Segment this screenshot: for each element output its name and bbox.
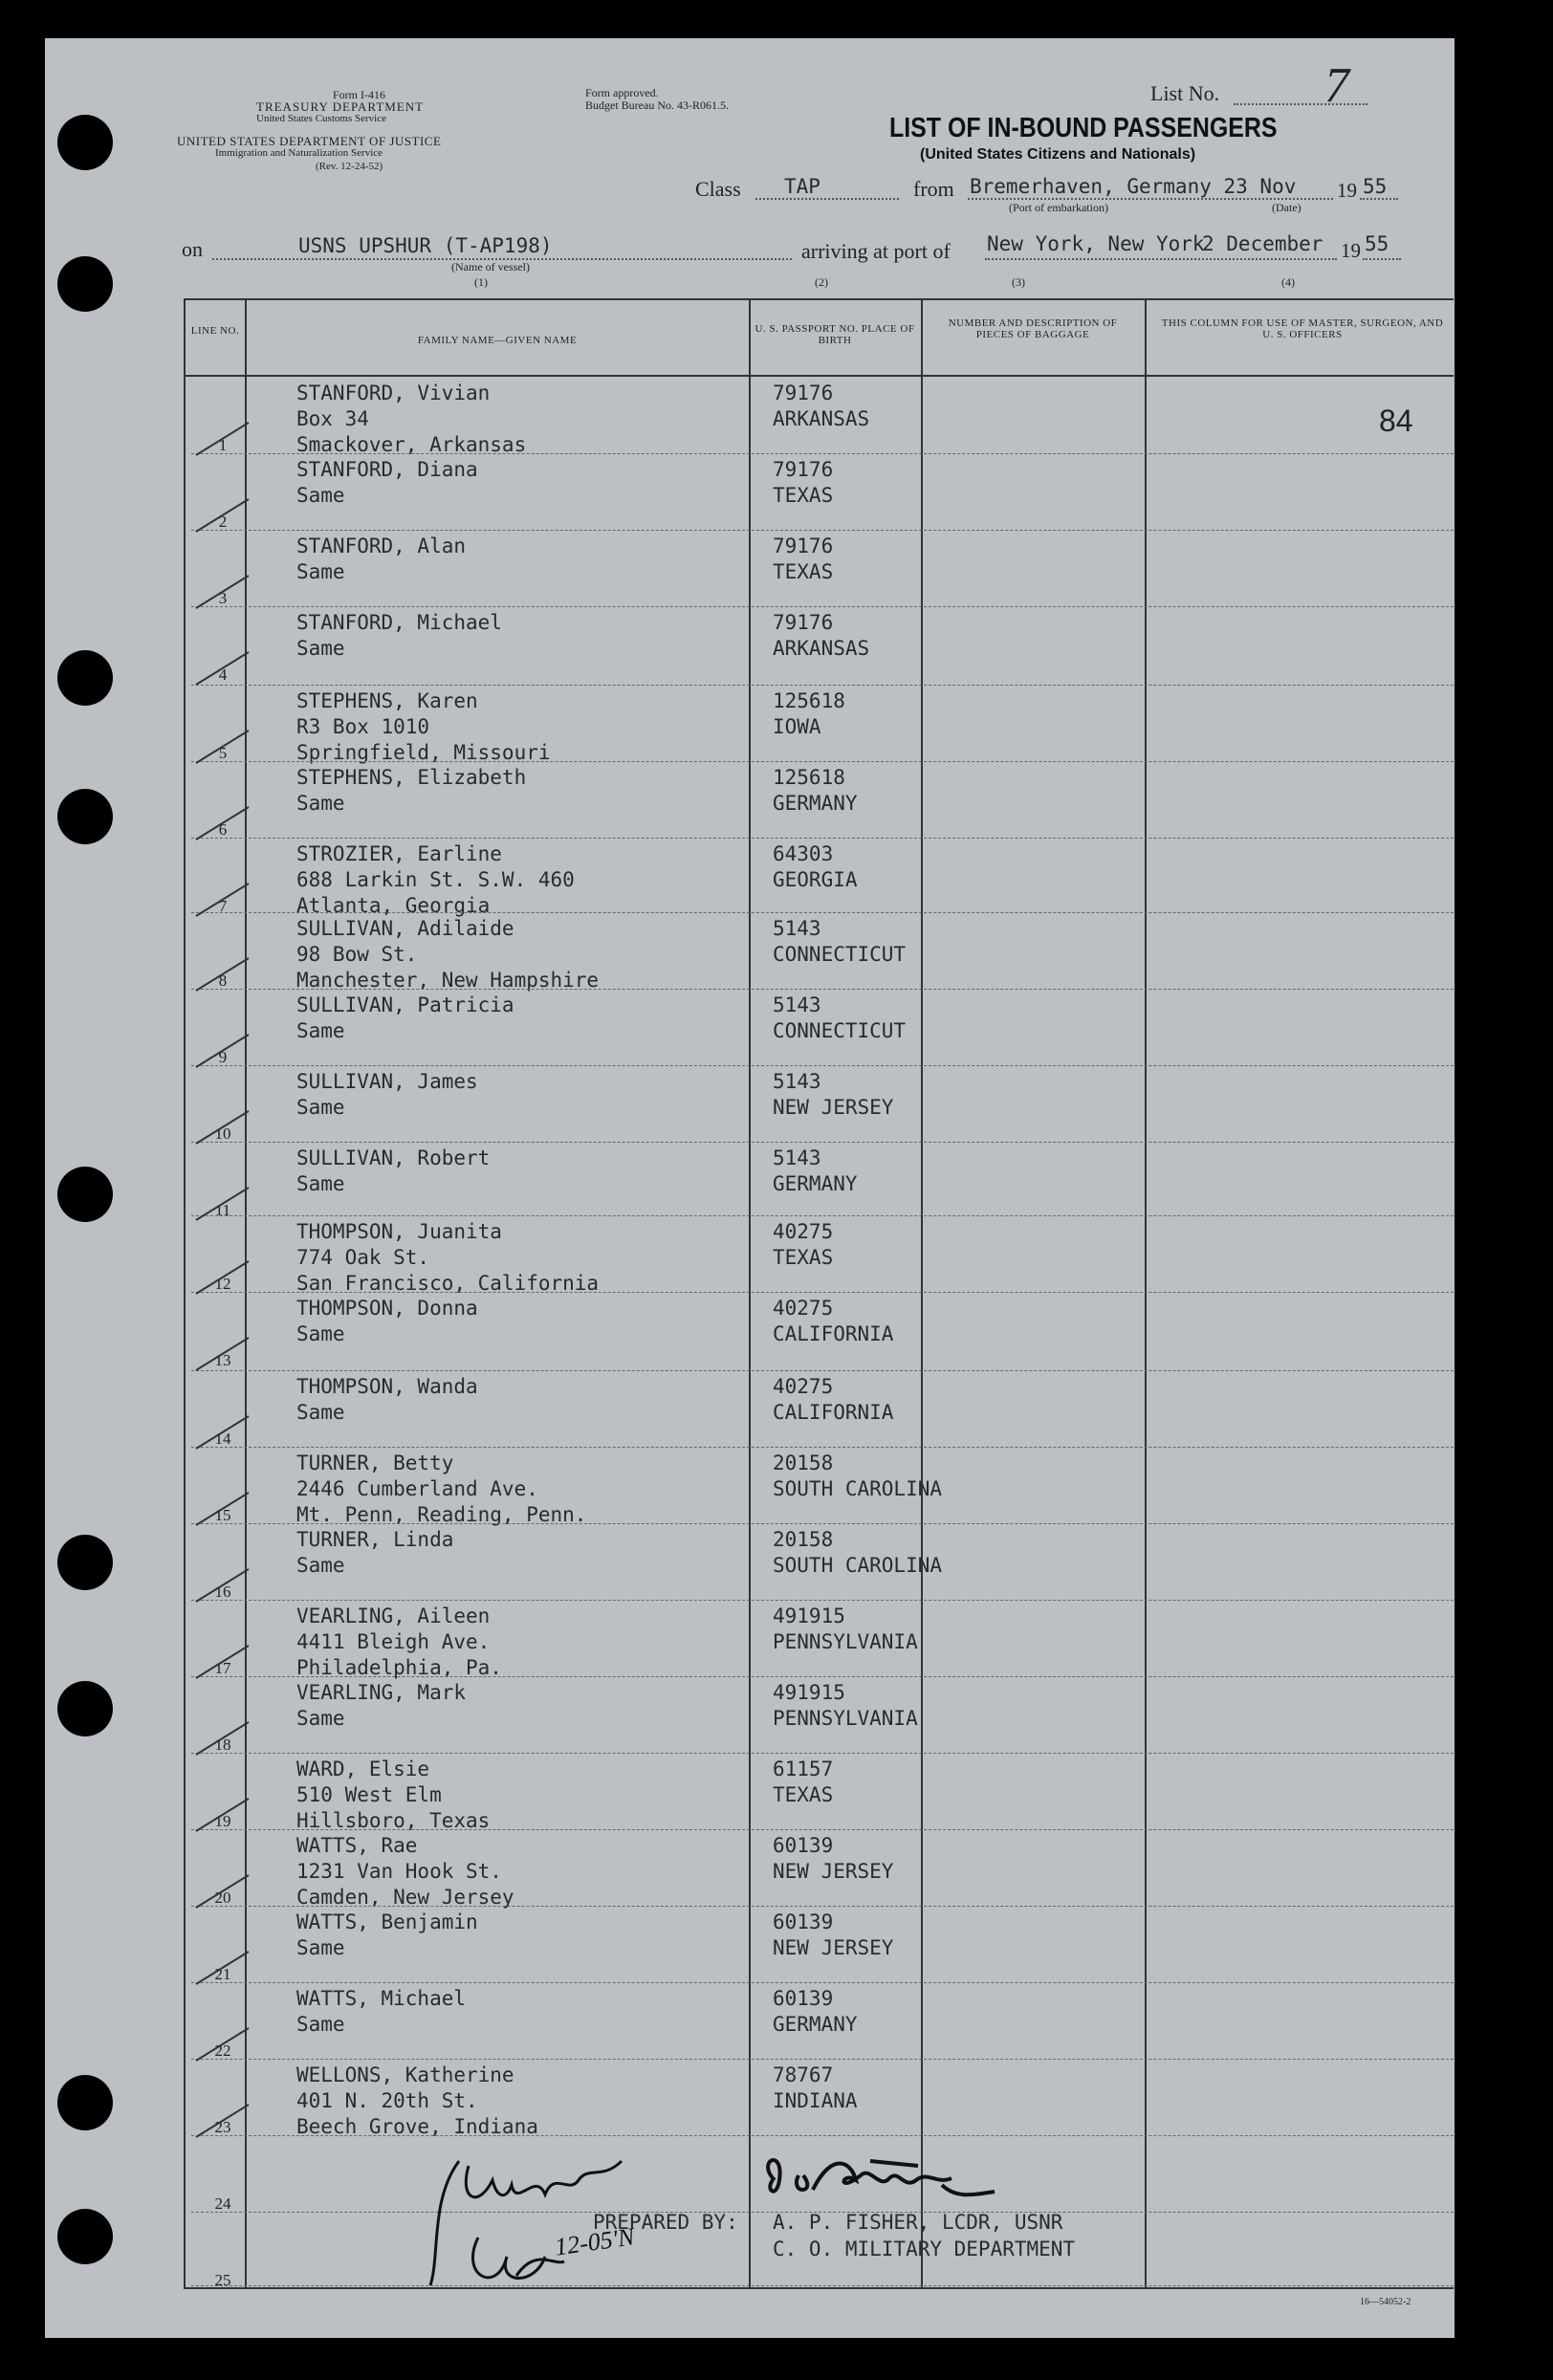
row-divider bbox=[191, 2059, 1454, 2060]
passport-birthplace: 20158 SOUTH CAROLINA bbox=[773, 1452, 943, 1500]
class-label: Class bbox=[695, 177, 741, 201]
preparer-dept: C. O. MILITARY DEPARTMENT bbox=[773, 2238, 1076, 2260]
passport-birthplace: 60139 GERMANY bbox=[773, 1987, 858, 2036]
line-number: 16 bbox=[214, 1583, 231, 1601]
passenger-name-address: STANFORD, Diana Same bbox=[296, 458, 478, 507]
check-mark-icon bbox=[191, 2101, 258, 2139]
col-header-baggage: NUMBER AND DESCRIPTION OF PIECES OF BAGGAGE bbox=[948, 317, 1118, 340]
immigration-service: Immigration and Naturalization Service bbox=[215, 147, 383, 159]
arrival-line bbox=[985, 258, 1337, 260]
line-number: 12 bbox=[214, 1275, 231, 1293]
passport-birthplace: 78767 INDIANA bbox=[773, 2063, 858, 2112]
row-divider bbox=[191, 2285, 1454, 2286]
passenger-name-address: SULLIVAN, Robert Same bbox=[296, 1146, 491, 1195]
passport-birthplace: 79176 TEXAS bbox=[773, 458, 834, 507]
check-mark-icon bbox=[191, 727, 258, 765]
binder-hole bbox=[57, 115, 113, 170]
row-divider bbox=[191, 838, 1454, 839]
passport-birthplace: 125618 GERMANY bbox=[773, 766, 858, 815]
arrival-date-value: 2 December bbox=[1202, 232, 1323, 255]
binder-hole bbox=[57, 1681, 113, 1736]
check-mark-icon bbox=[191, 495, 258, 534]
year-prefix: 19 bbox=[1337, 179, 1357, 202]
line-number: 3 bbox=[218, 589, 228, 607]
check-mark-icon bbox=[191, 648, 258, 687]
check-mark-icon bbox=[191, 1489, 258, 1527]
table-header-border bbox=[184, 375, 1454, 377]
passenger-name-address: THOMPSON, Juanita 774 Oak St. San Francisco, California bbox=[296, 1220, 600, 1295]
binder-hole bbox=[57, 789, 113, 844]
caption-4: (4) bbox=[1281, 275, 1295, 289]
preparer-signature bbox=[746, 2142, 1014, 2218]
line-number: 4 bbox=[218, 666, 228, 684]
class-line bbox=[755, 198, 899, 200]
row-divider bbox=[191, 453, 1454, 454]
row-divider bbox=[191, 912, 1454, 913]
row-divider bbox=[191, 606, 1454, 607]
passport-birthplace: 79176 TEXAS bbox=[773, 535, 834, 583]
passport-birthplace: 61157 TEXAS bbox=[773, 1758, 834, 1806]
passenger-name-address: STANFORD, Vivian Box 34 Smackover, Arkansas bbox=[296, 382, 527, 456]
line-number: 21 bbox=[214, 1965, 231, 1983]
passenger-name-address: STROZIER, Earline 688 Larkin St. S.W. 460 Atlanta, Georgia bbox=[296, 842, 575, 917]
passenger-name-address: STANFORD, Alan Same bbox=[296, 535, 467, 583]
passenger-name-address: STANFORD, Michael Same bbox=[296, 611, 502, 660]
class-value: TAP bbox=[784, 175, 820, 198]
customs-service: United States Customs Service bbox=[256, 113, 386, 124]
col-divider bbox=[1145, 298, 1147, 2287]
col-header-passport: U. S. PASSPORT NO. PLACE OF BIRTH bbox=[755, 323, 915, 346]
check-mark-icon bbox=[191, 2024, 258, 2063]
binder-hole bbox=[57, 1167, 113, 1222]
row-divider bbox=[191, 1523, 1454, 1524]
row-divider bbox=[191, 530, 1454, 531]
passenger-name-address: THOMPSON, Wanda Same bbox=[296, 1375, 478, 1424]
passenger-name-address: VEARLING, Aileen 4411 Bleigh Ave. Philadelphia, Pa. bbox=[296, 1605, 502, 1679]
passport-birthplace: 5143 NEW JERSEY bbox=[773, 1070, 894, 1119]
officer-signature bbox=[402, 2142, 708, 2304]
row-divider bbox=[191, 685, 1454, 686]
vessel-caption: (Name of vessel) bbox=[451, 260, 530, 273]
check-mark-icon bbox=[191, 1948, 258, 1986]
passport-birthplace: 40275 TEXAS bbox=[773, 1220, 834, 1269]
line-number: 17 bbox=[214, 1659, 231, 1677]
from-label: from bbox=[913, 177, 954, 201]
line-number: 5 bbox=[218, 744, 228, 762]
passport-birthplace: 64303 GEORGIA bbox=[773, 842, 858, 891]
line-number: 8 bbox=[218, 972, 228, 990]
check-mark-icon bbox=[191, 1565, 258, 1604]
row-divider bbox=[191, 2135, 1454, 2136]
check-mark-icon bbox=[191, 1795, 258, 1833]
caption-2: (2) bbox=[815, 275, 828, 289]
caption-3: (3) bbox=[1012, 275, 1025, 289]
row-divider bbox=[191, 1600, 1454, 1601]
check-mark-icon bbox=[191, 1334, 258, 1372]
check-mark-icon bbox=[191, 1871, 258, 1910]
year-value: 55 bbox=[1363, 175, 1388, 198]
form-approved: Form approved. bbox=[585, 86, 659, 99]
passenger-name-address: WATTS, Rae 1231 Van Hook St. Camden, New Jersey bbox=[296, 1834, 514, 1909]
passport-birthplace: 5143 GERMANY bbox=[773, 1146, 858, 1195]
line-number: 1 bbox=[218, 436, 228, 454]
from-line bbox=[968, 198, 1333, 200]
passport-birthplace: 79176 ARKANSAS bbox=[773, 382, 870, 430]
line-number: 23 bbox=[214, 2118, 231, 2136]
table-top-border bbox=[184, 298, 1454, 300]
row-divider bbox=[191, 1292, 1454, 1293]
table-left-border bbox=[184, 298, 186, 2287]
passport-birthplace: 40275 CALIFORNIA bbox=[773, 1297, 894, 1345]
row-divider bbox=[191, 1829, 1454, 1830]
check-mark-icon bbox=[191, 1718, 258, 1757]
passenger-name-address: WARD, Elsie 510 West Elm Hillsboro, Texas bbox=[296, 1758, 491, 1832]
passport-birthplace: 491915 PENNSYLVANIA bbox=[773, 1605, 918, 1653]
passenger-name-address: VEARLING, Mark Same bbox=[296, 1681, 467, 1730]
row-divider bbox=[191, 989, 1454, 990]
passenger-name-address: TURNER, Linda Same bbox=[296, 1528, 454, 1577]
line-number: 7 bbox=[218, 897, 228, 915]
row-divider bbox=[191, 1906, 1454, 1907]
page-title: LIST OF IN-BOUND PASSENGERS bbox=[889, 113, 1278, 143]
passport-birthplace: 125618 IOWA bbox=[773, 689, 845, 738]
row-divider bbox=[191, 1370, 1454, 1371]
officer-note: 84 bbox=[1379, 404, 1413, 438]
justice-dept: UNITED STATES DEPARTMENT OF JUSTICE bbox=[177, 134, 442, 148]
prepared-by-label: PREPARED BY: bbox=[593, 2211, 738, 2234]
year-line bbox=[1360, 198, 1398, 200]
passport-birthplace: 5143 CONNECTICUT bbox=[773, 917, 907, 966]
col-header-officers: THIS COLUMN FOR USE OF MASTER, SURGEON, AND U. S. OFFICERS bbox=[1161, 317, 1444, 340]
row-divider bbox=[191, 1982, 1454, 1983]
check-mark-icon bbox=[191, 1257, 258, 1296]
passport-birthplace: 20158 SOUTH CAROLINA bbox=[773, 1528, 943, 1577]
check-mark-icon bbox=[191, 419, 258, 457]
binder-hole bbox=[57, 256, 113, 312]
arriving-label: arriving at port of bbox=[801, 239, 951, 263]
passenger-name-address: SULLIVAN, Adilaide 98 Bow St. Manchester, New Hampshire bbox=[296, 917, 600, 992]
line-number: 15 bbox=[214, 1506, 231, 1524]
row-divider bbox=[191, 1065, 1454, 1066]
row-divider bbox=[191, 761, 1454, 762]
check-mark-icon bbox=[191, 954, 258, 993]
line-number: 9 bbox=[218, 1048, 228, 1066]
passenger-name-address: WATTS, Benjamin Same bbox=[296, 1911, 478, 1959]
line-number: 14 bbox=[214, 1430, 231, 1448]
budget-bureau: Budget Bureau No. 43-R061.5. bbox=[585, 98, 729, 112]
col-header-line: LINE NO. bbox=[190, 325, 240, 337]
arrival-port-value: New York, New York bbox=[987, 232, 1205, 255]
binder-hole bbox=[57, 1535, 113, 1590]
passenger-name-address: STEPHENS, Karen R3 Box 1010 Springfield, Missouri bbox=[296, 689, 551, 764]
treasury-dept: TREASURY DEPARTMENT bbox=[256, 99, 425, 114]
line-number: 10 bbox=[214, 1124, 231, 1143]
port-embark-caption: (Port of embarkation) bbox=[1009, 201, 1108, 214]
line-number: 11 bbox=[214, 1201, 231, 1219]
stamp-note: 12-05'N bbox=[553, 2222, 637, 2261]
binder-hole bbox=[57, 2075, 113, 2130]
from-value: Bremerhaven, Germany 23 Nov bbox=[970, 175, 1297, 198]
line-number: 13 bbox=[214, 1351, 231, 1369]
form-number: Form I-416 bbox=[333, 88, 385, 101]
passport-birthplace: 60139 NEW JERSEY bbox=[773, 1911, 894, 1959]
passenger-name-address: TURNER, Betty 2446 Cumberland Ave. Mt. Penn, Reading, Penn. bbox=[296, 1452, 587, 1526]
row-divider bbox=[191, 1753, 1454, 1754]
passenger-name-address: STEPHENS, Elizabeth Same bbox=[296, 766, 527, 815]
line-number: 6 bbox=[218, 820, 228, 839]
col-divider bbox=[749, 298, 751, 2287]
list-no-label: List No. bbox=[1150, 81, 1220, 105]
check-mark-icon bbox=[191, 1107, 258, 1146]
line-number: 24 bbox=[214, 2194, 231, 2213]
year2-line bbox=[1363, 258, 1401, 260]
line-number: 25 bbox=[214, 2271, 231, 2289]
line-number: 22 bbox=[214, 2042, 231, 2060]
row-divider bbox=[191, 1447, 1454, 1448]
footer-code: 16—54052-2 bbox=[1360, 2297, 1411, 2307]
table-bottom-border bbox=[184, 2287, 1454, 2289]
line-number: 18 bbox=[214, 1736, 231, 1754]
binder-hole bbox=[57, 2209, 113, 2264]
vessel-value: USNS UPSHUR (T-AP198) bbox=[298, 234, 553, 257]
line-number: 2 bbox=[218, 513, 228, 531]
check-mark-icon bbox=[191, 1184, 258, 1222]
on-label: on bbox=[182, 237, 203, 261]
check-mark-icon bbox=[191, 803, 258, 841]
binder-hole bbox=[57, 650, 113, 706]
passport-birthplace: 60139 NEW JERSEY bbox=[773, 1834, 894, 1883]
revision-date: (Rev. 12-24-52) bbox=[316, 161, 383, 172]
preparer-name: A. P. FISHER, LCDR, USNR bbox=[773, 2211, 1063, 2234]
caption-1: (1) bbox=[474, 275, 488, 289]
page-subtitle: (United States Citizens and Nationals) bbox=[920, 146, 1196, 163]
check-mark-icon bbox=[191, 880, 258, 918]
line-number: 19 bbox=[214, 1812, 231, 1830]
passenger-name-address: SULLIVAN, Patricia Same bbox=[296, 993, 514, 1042]
passport-birthplace: 491915 PENNSYLVANIA bbox=[773, 1681, 918, 1730]
passenger-name-address: SULLIVAN, James Same bbox=[296, 1070, 478, 1119]
col-divider bbox=[921, 298, 923, 2287]
check-mark-icon bbox=[191, 1412, 258, 1451]
passport-birthplace: 79176 ARKANSAS bbox=[773, 611, 870, 660]
check-mark-icon bbox=[191, 1031, 258, 1069]
date-caption: (Date) bbox=[1272, 201, 1301, 214]
check-mark-icon bbox=[191, 1642, 258, 1680]
row-divider bbox=[191, 1676, 1454, 1677]
passport-birthplace: 5143 CONNECTICUT bbox=[773, 993, 907, 1042]
check-mark-icon bbox=[191, 572, 258, 610]
list-no-value: 7 bbox=[1324, 58, 1349, 113]
line-number: 20 bbox=[214, 1889, 231, 1907]
passenger-name-address: WATTS, Michael Same bbox=[296, 1987, 467, 2036]
passenger-name-address: THOMPSON, Donna Same bbox=[296, 1297, 478, 1345]
passenger-name-address: WELLONS, Katherine 401 N. 20th St. Beech Grove, Indiana bbox=[296, 2063, 538, 2138]
year2-prefix: 19 bbox=[1341, 239, 1361, 262]
col-header-name: FAMILY NAME—GIVEN NAME bbox=[417, 335, 578, 346]
row-divider bbox=[191, 1215, 1454, 1216]
row-divider bbox=[191, 1142, 1454, 1143]
year2-value: 55 bbox=[1365, 232, 1389, 255]
passport-birthplace: 40275 CALIFORNIA bbox=[773, 1375, 894, 1424]
